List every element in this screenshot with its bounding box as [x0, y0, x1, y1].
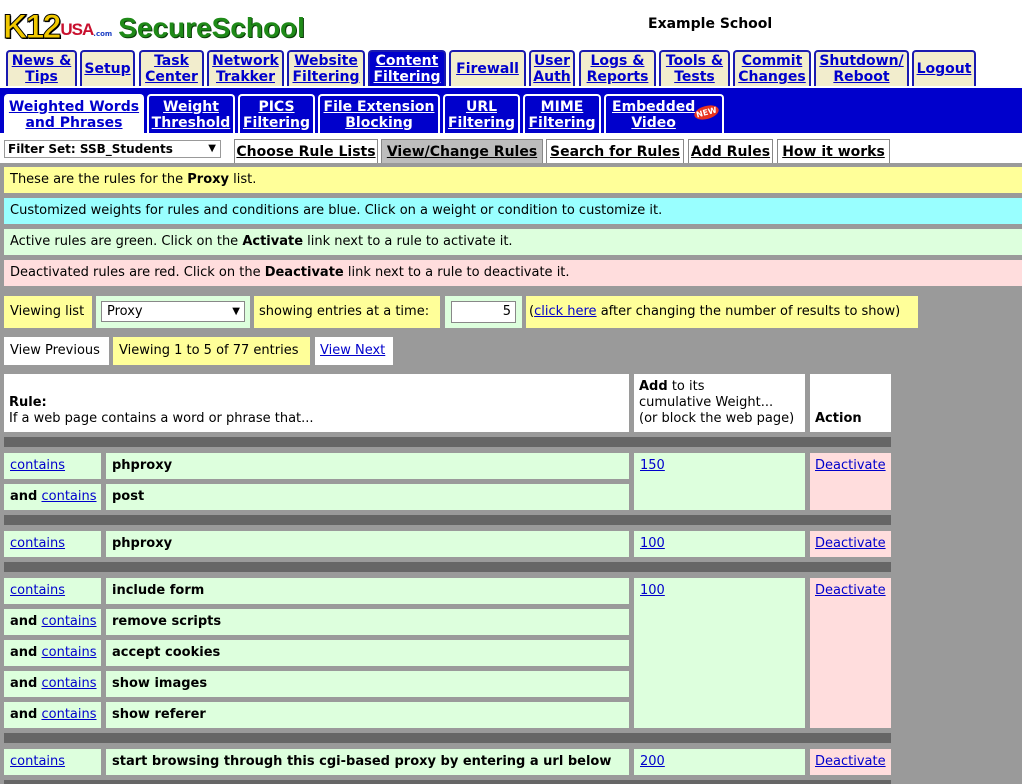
deactivate-link[interactable]: Deactivate: [815, 458, 886, 473]
main-nav: [0, 48, 1022, 88]
tab-label: Auth: [533, 69, 571, 85]
rule-column-header: [4, 374, 629, 432]
condition-phrase: start browsing through this cgi-based proxy by entering a url below: [106, 749, 629, 775]
condition-phrase: show referer: [106, 702, 629, 728]
view-next-link[interactable]: View Next: [320, 343, 386, 358]
hint-text: after changing the number of results to show): [596, 304, 901, 319]
action-cell: [810, 531, 891, 557]
condition-op: [4, 453, 101, 479]
weight-column-header: [634, 374, 805, 432]
header-text: cumulative Weight...: [639, 395, 774, 410]
tab-mime-filtering[interactable]: [523, 94, 601, 133]
tab-choose-rule-lists[interactable]: Choose Rule Lists: [234, 139, 378, 163]
header-text: (or block the web page): [639, 411, 795, 426]
rule-separator: [4, 437, 891, 447]
condition-phrase: accept cookies: [106, 640, 629, 666]
tab-weighted-words[interactable]: [4, 94, 144, 133]
contains-link[interactable]: contains: [41, 489, 97, 504]
condition-op: [4, 609, 101, 635]
tab-label: Logout: [916, 61, 972, 77]
tab-label: Blocking: [345, 114, 413, 131]
showing-label: showing entries at a time:: [254, 296, 440, 328]
tab-label: PICS: [258, 98, 295, 115]
condition-phrase: phproxy: [106, 531, 629, 557]
viewing-list-label: Viewing list: [4, 296, 92, 328]
tab-label: Filtering: [447, 114, 516, 131]
contains-link[interactable]: contains: [10, 458, 66, 473]
condition-op: [4, 671, 101, 697]
note-text: Proxy: [187, 172, 230, 187]
contains-link[interactable]: contains: [10, 536, 66, 551]
weight-link[interactable]: 150: [640, 458, 665, 473]
and-label: and: [10, 489, 38, 504]
header-text: If a web page contains a word or phrase that...: [9, 411, 314, 426]
condition-phrase: post: [106, 484, 629, 510]
condition-op: [4, 702, 101, 728]
tab-label: Reports: [586, 69, 649, 85]
condition-op: [4, 640, 101, 666]
tab-embedded-video[interactable]: [604, 94, 724, 133]
condition-op: [4, 484, 101, 510]
tab-label: Filtering: [292, 69, 360, 85]
logo-secureschool-text: SecureSchool: [118, 12, 305, 43]
tab-add-rules[interactable]: Add Rules: [688, 139, 773, 163]
logo-k12-text: K12: [3, 8, 60, 46]
rule-separator: [4, 780, 891, 784]
note-text: Deactivate: [264, 265, 344, 280]
tab-label: Reboot: [833, 69, 890, 85]
tab-label: Weight: [163, 98, 219, 115]
weight-cell: [634, 531, 805, 557]
tab-label: File Extension: [323, 98, 435, 115]
tab-logout[interactable]: [912, 50, 976, 86]
action-cell: [810, 578, 891, 728]
condition-phrase: show images: [106, 671, 629, 697]
weight-cell: [634, 578, 805, 728]
tab-website-filtering[interactable]: [287, 50, 365, 86]
weight-link[interactable]: 200: [640, 754, 665, 769]
tab-news-tips[interactable]: [6, 50, 77, 86]
k12usa-logo: [3, 6, 305, 44]
note-text: Deactivated rules are red. Click on the: [10, 265, 265, 280]
tab-label: Filtering: [373, 69, 441, 85]
customized-note: Customized weights for rules and conditions are blue. Click on a weight or condition to customize it.: [4, 198, 1022, 224]
tab-label: Setup: [84, 61, 131, 77]
action-column-header: Action: [810, 374, 891, 432]
hint-text: (: [529, 304, 535, 319]
rules-subnav: [0, 133, 1022, 163]
deactivate-link[interactable]: Deactivate: [815, 583, 886, 598]
tab-label: Threshold: [151, 114, 231, 131]
view-next-cell: [315, 337, 393, 365]
tab-label: Logs &: [590, 53, 645, 69]
refresh-hint: [526, 296, 918, 328]
weight-link[interactable]: 100: [640, 583, 665, 598]
content-filtering-nav: [0, 88, 1022, 133]
tab-label: Tips: [25, 69, 58, 85]
contains-link[interactable]: contains: [41, 707, 97, 722]
weight-cell: [634, 453, 805, 510]
tab-label: Video: [631, 114, 676, 131]
tab-commit-changes[interactable]: [733, 50, 811, 86]
entries-count-input[interactable]: 5: [451, 301, 516, 323]
tab-label: Embedded: [612, 98, 696, 115]
tab-user-auth[interactable]: [529, 50, 575, 86]
school-name: Example School: [648, 16, 773, 32]
new-badge: NEW: [693, 103, 720, 122]
logo-com-text: .com: [93, 30, 113, 38]
tab-label: Filtering: [242, 114, 311, 131]
condition-op: [4, 531, 101, 557]
contains-link[interactable]: contains: [10, 583, 66, 598]
active-note: [4, 229, 1022, 255]
chevron-down-icon: ▼: [232, 306, 240, 317]
tab-label: MIME: [540, 98, 584, 115]
rule-separator: [4, 562, 891, 572]
contains-link[interactable]: contains: [41, 614, 97, 629]
tab-url-filtering[interactable]: [443, 94, 520, 133]
note-text: Activate: [242, 234, 304, 249]
condition-op: [4, 749, 101, 775]
tab-content-filtering[interactable]: [368, 50, 446, 86]
contains-link[interactable]: contains: [10, 754, 66, 769]
tab-firewall[interactable]: [449, 50, 526, 86]
note-text: These are the rules for the: [10, 172, 188, 187]
deactivated-note: [4, 260, 1022, 286]
click-here-link[interactable]: click here: [534, 304, 597, 319]
weight-cell: [634, 749, 805, 775]
tab-label: Center: [145, 69, 198, 85]
filter-set-value: Filter Set: SSB_Students: [8, 142, 173, 156]
tab-label: Firewall: [456, 61, 519, 77]
tab-setup[interactable]: [80, 50, 135, 86]
condition-phrase: remove scripts: [106, 609, 629, 635]
header-text: Rule:: [9, 395, 47, 410]
list-note: [4, 167, 1022, 193]
tab-label: Commit: [741, 53, 803, 69]
tab-label: Website: [294, 53, 358, 69]
entries-range: Viewing 1 to 5 of 77 entries: [113, 337, 310, 365]
tab-label: and Phrases: [25, 114, 123, 131]
condition-phrase: include form: [106, 578, 629, 604]
tab-logs-reports[interactable]: [579, 50, 656, 86]
condition-op: [4, 578, 101, 604]
tab-label: Tests: [674, 69, 715, 85]
tab-label: Weighted Words: [8, 98, 140, 115]
tab-task-center[interactable]: [139, 50, 204, 86]
action-cell: [810, 453, 891, 510]
filter-set-select[interactable]: [4, 140, 221, 158]
action-cell: [810, 749, 891, 775]
tab-label: User: [533, 53, 571, 69]
tab-label: Network: [212, 53, 279, 69]
rule-separator: [4, 515, 891, 525]
tab-search-for-rules[interactable]: Search for Rules: [546, 139, 684, 163]
note-text: Active rules are green. Click on the: [10, 234, 243, 249]
note-text: list.: [229, 172, 257, 187]
and-label: and: [10, 676, 38, 691]
tab-tools-tests[interactable]: [659, 50, 730, 86]
header-text: to its: [667, 379, 705, 394]
tab-network-trakker[interactable]: [207, 50, 284, 86]
header-text: Add: [639, 379, 668, 394]
chevron-down-icon: ▼: [208, 143, 216, 154]
tab-label: Filtering: [528, 114, 596, 131]
deactivate-link[interactable]: Deactivate: [815, 754, 886, 769]
tab-label: Content: [375, 53, 439, 69]
note-text: link next to a rule to deactivate it.: [343, 265, 570, 280]
tab-label: Trakker: [215, 69, 275, 85]
tab-view-change-rules[interactable]: View/Change Rules: [381, 139, 543, 163]
header: [0, 0, 1022, 48]
rule-separator: [4, 733, 891, 743]
view-previous: View Previous: [4, 337, 109, 365]
and-label: and: [10, 645, 38, 660]
contains-link[interactable]: contains: [41, 676, 97, 691]
tab-label: Changes: [738, 69, 806, 85]
and-label: and: [10, 707, 38, 722]
tab-shutdown-reboot[interactable]: [814, 50, 909, 86]
list-select-value: Proxy: [107, 304, 143, 319]
logo-usa-text: USA: [60, 20, 94, 39]
tab-label: Task: [154, 53, 189, 69]
note-text: link next to a rule to activate it.: [303, 234, 513, 249]
list-select[interactable]: [101, 301, 245, 322]
tab-label: URL: [465, 98, 498, 115]
tab-label: Tools &: [665, 53, 724, 69]
deactivate-link[interactable]: Deactivate: [815, 536, 886, 551]
tab-pics-filtering[interactable]: [238, 94, 315, 133]
tab-label: News &: [11, 53, 72, 69]
weight-link[interactable]: 100: [640, 536, 665, 551]
tab-label: Shutdown/: [819, 53, 904, 69]
tab-file-extension-blocking[interactable]: [318, 94, 440, 133]
tab-how-it-works[interactable]: How it works: [777, 139, 890, 163]
and-label: and: [10, 614, 38, 629]
contains-link[interactable]: contains: [41, 645, 97, 660]
tab-weight-threshold[interactable]: [147, 94, 235, 133]
condition-phrase: phproxy: [106, 453, 629, 479]
